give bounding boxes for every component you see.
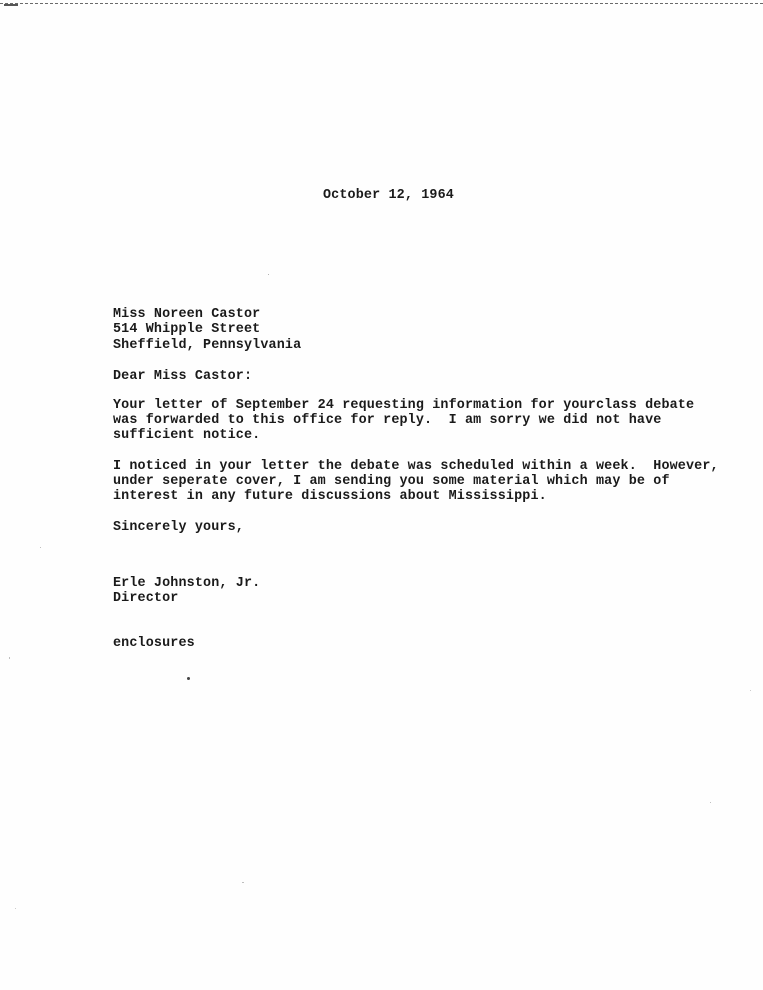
top-edge-rule bbox=[0, 3, 763, 4]
scan-speck bbox=[187, 677, 190, 680]
closing: Sincerely yours, bbox=[113, 520, 244, 535]
letter-date: October 12, 1964 bbox=[323, 188, 454, 203]
scan-speck bbox=[40, 547, 41, 548]
salutation: Dear Miss Castor: bbox=[113, 369, 253, 384]
top-edge-mark bbox=[4, 0, 18, 6]
signer-title: Director bbox=[113, 591, 179, 606]
recipient-street: 514 Whipple Street bbox=[113, 322, 261, 337]
paragraph-2-line: I noticed in your letter the debate was scheduled within a week. However, bbox=[113, 459, 719, 474]
paragraph-1-line: was forwarded to this office for reply. I am sorry we did not have bbox=[113, 413, 662, 428]
scan-speck bbox=[242, 882, 244, 883]
scan-speck bbox=[710, 802, 711, 803]
recipient-name: Miss Noreen Castor bbox=[113, 307, 261, 322]
paragraph-2-line: under seperate cover, I am sending you some material which may be of bbox=[113, 474, 670, 489]
signer-name: Erle Johnston, Jr. bbox=[113, 576, 261, 591]
scan-speck bbox=[750, 690, 751, 691]
paragraph-1-line: Your letter of September 24 requesting information for yourclass debate bbox=[113, 398, 695, 413]
scan-speck bbox=[9, 657, 10, 659]
recipient-city: Sheffield, Pennsylvania bbox=[113, 338, 302, 353]
scan-speck bbox=[15, 908, 16, 909]
scan-speck bbox=[268, 274, 269, 275]
enclosure-note: enclosures bbox=[113, 636, 195, 651]
paragraph-2-line: interest in any future discussions about Mississippi. bbox=[113, 489, 547, 504]
paragraph-1-line: sufficient notice. bbox=[113, 428, 261, 443]
